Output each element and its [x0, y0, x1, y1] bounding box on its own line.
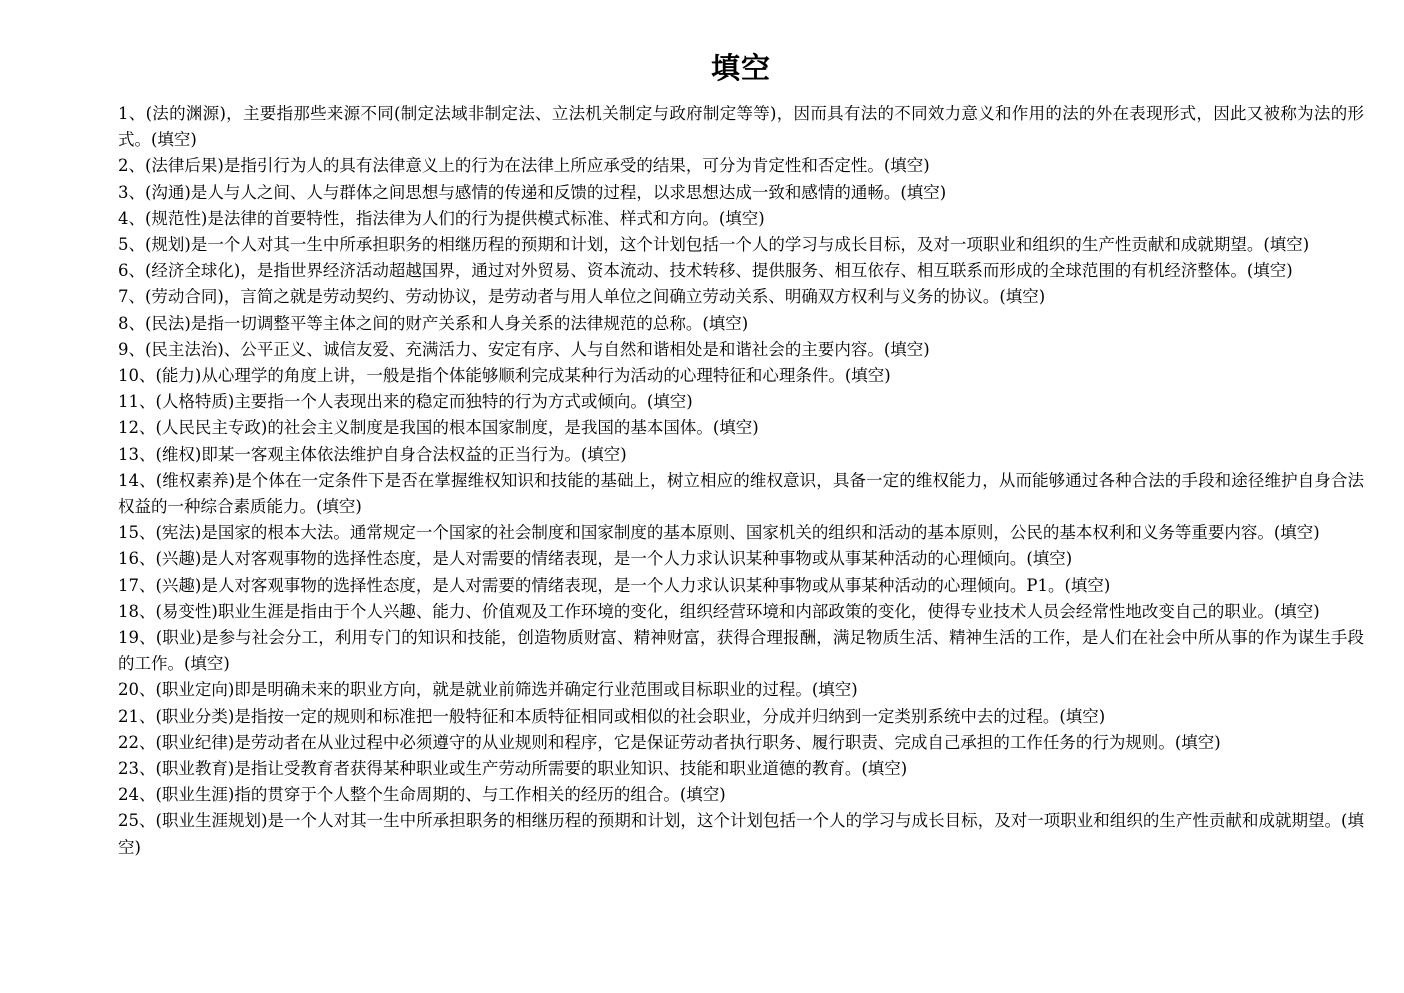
list-item: [118, 153, 1364, 179]
item-number: 23、: [118, 759, 156, 779]
item-text: (职业定向)即是明确未来的职业方向，就是就业前筛选并确定行业范围或目标职业的过程。(填空): [155, 680, 858, 700]
list-item: [118, 520, 1364, 546]
item-number: 2、: [118, 156, 145, 176]
list-item: [118, 704, 1364, 730]
list-item: [118, 337, 1364, 363]
item-text: (职业分类)是指按一定的规则和标准把一般特征和本质特征相同或相似的社会职业，分成并归纳到一定类别系统中去的过程。(填空): [155, 706, 1106, 726]
item-text: (民主法治)、公平正义、诚信友爱、充满活力、安定有序、人与自然和谐相处是和谐社会的主要内容。(填空): [145, 339, 930, 359]
item-number: 12、: [118, 418, 156, 438]
list-item: [118, 756, 1364, 782]
item-number: 15、: [118, 523, 156, 543]
item-number: 8、: [118, 313, 145, 333]
item-number: 6、: [118, 261, 145, 281]
list-item: [118, 625, 1364, 677]
item-number: 17、: [118, 575, 156, 595]
item-text: (劳动合同)，言简之就是劳动契约、劳动协议，是劳动者与用人单位之间确立劳动关系、明确双方权利与义务的协议。(填空): [145, 287, 1046, 307]
item-text: (维权)即某一客观主体依法维护自身合法权益的正当行为。(填空): [155, 444, 627, 464]
item-text: (能力)从心理学的角度上讲，一般是指个体能够顺利完成某种行为活动的心理特征和心理条件。(填空): [155, 366, 891, 386]
item-text: (兴趣)是人对客观事物的选择性态度，是人对需要的情绪表现，是一个人力求认识某种事物或从事某种活动的心理倾向。P1。(填空): [155, 575, 1111, 595]
item-number: 20、: [118, 680, 156, 700]
item-text: (法律后果)是指引行为人的具有法律意义上的行为在法律上所应承受的结果，可分为肯定性和否定性。(填空): [145, 156, 930, 176]
list-item: [118, 415, 1364, 441]
item-text: (人民民主专政)的社会主义制度是我国的根本国家制度，是我国的基本国体。(填空): [155, 418, 759, 438]
list-item: [118, 599, 1364, 625]
item-text: (维权素养)是个体在一定条件下是否在掌握维权知识和技能的基础上，树立相应的维权意识，具备一定的维权能力，从而能够通过各种合法的手段和途径维护自身合法权益的一种综合素质能力。(填空): [118, 470, 1364, 517]
item-number: 21、: [118, 706, 156, 726]
item-number: 16、: [118, 549, 156, 569]
list-item: [118, 573, 1364, 599]
items-list: [118, 101, 1364, 861]
item-text: (易变性)职业生涯是指由于个人兴趣、能力、价值观及工作环境的变化，组织经营环境和内部政策的变化，使得专业技术人员会经常性地改变自己的职业。(填空): [155, 601, 1320, 621]
list-item: [118, 101, 1364, 153]
list-item: [118, 363, 1364, 389]
item-text: (职业教育)是指让受教育者获得某种职业或生产劳动所需要的职业知识、技能和职业道德的教育。(填空): [155, 759, 908, 779]
list-item: [118, 284, 1364, 310]
item-number: 5、: [118, 235, 145, 255]
list-item: [118, 808, 1364, 860]
list-item: [118, 232, 1364, 258]
page-title: 填空: [710, 51, 771, 85]
item-number: 10、: [118, 366, 156, 386]
item-number: 14、: [118, 470, 156, 490]
item-number: 7、: [118, 287, 145, 307]
item-text: (兴趣)是人对客观事物的选择性态度，是人对需要的情绪表现，是一个人力求认识某种事物或从事某种活动的心理倾向。(填空): [155, 549, 1073, 569]
list-item: [118, 677, 1364, 703]
item-text: (规划)是一个人对其一生中所承担职务的相继历程的预期和计划，这个计划包括一个人的学习与成长目标，及对一项职业和组织的生产性贡献和成就期望。(填空): [145, 235, 1310, 255]
item-number: 25、: [118, 811, 156, 831]
item-text: (宪法)是国家的根本大法。通常规定一个国家的社会制度和国家制度的基本原则、国家机关的组织和活动的基本原则，公民的基本权利和义务等重要内容。(填空): [155, 523, 1320, 543]
item-text: (经济全球化)，是指世界经济活动超越国界，通过对外贸易、资本流动、技术转移、提供服务、相互依存、相互联系而形成的全球范围的有机经济整体。(填空): [145, 261, 1293, 281]
item-text: (职业生涯规划)是一个人对其一生中所承担职务的相继历程的预期和计划，这个计划包括一个人的学习与成长目标，及对一项职业和组织的生产性贡献和成就期望。(填空): [118, 811, 1364, 857]
item-number: 11、: [118, 392, 156, 412]
item-text: (职业纪律)是劳动者在从业过程中必须遵守的从业规则和程序，它是保证劳动者执行职务、履行职责、完成自己承担的工作任务的行为规则。(填空): [155, 732, 1221, 752]
list-item: [118, 730, 1364, 756]
item-number: 24、: [118, 785, 156, 805]
list-item: [118, 546, 1364, 572]
list-item: [118, 782, 1364, 808]
item-text: (人格特质)主要指一个人表现出来的稳定而独特的行为方式或倾向。(填空): [155, 392, 693, 412]
list-item: [118, 442, 1364, 468]
item-number: 18、: [118, 601, 156, 621]
item-text: (规范性)是法律的首要特性，指法律为人们的行为提供模式标准、样式和方向。(填空): [145, 208, 765, 228]
item-number: 4、: [118, 208, 145, 228]
list-item: [118, 258, 1364, 284]
list-item: [118, 206, 1364, 232]
item-text: (沟通)是人与人之间、人与群体之间思想与感情的传递和反馈的过程，以求思想达成一致和感情的通畅。(填空): [145, 182, 947, 202]
list-item: [118, 389, 1364, 415]
list-item: [118, 180, 1364, 206]
item-text: (民法)是指一切调整平等主体之间的财产关系和人身关系的法律规范的总称。(填空): [145, 313, 749, 333]
item-number: 19、: [118, 628, 156, 648]
item-number: 1、: [118, 104, 146, 123]
list-item: [118, 468, 1364, 520]
item-text: (职业)是参与社会分工，利用专门的知识和技能，创造物质财富、精神财富，获得合理报酬，满足物质生活、精神生活的工作，是人们在社会中所从事的作为谋生手段的工作。(填空): [118, 628, 1364, 674]
item-text: (职业生涯)指的贯穿于个人整个生命周期的、与工作相关的经历的组合。(填空): [155, 785, 726, 805]
item-number: 9、: [118, 339, 145, 359]
item-number: 13、: [118, 444, 156, 464]
item-number: 3、: [118, 182, 145, 202]
list-item: [118, 311, 1364, 337]
item-number: 22、: [118, 732, 156, 752]
item-text: (法的渊源)，主要指那些来源不同(制定法域非制定法、立法机关制定与政府制定等等)，因而具有法的不同效力意义和作用的法的外在表现形式，因此又被称为法的形式。(填空): [118, 104, 1365, 150]
